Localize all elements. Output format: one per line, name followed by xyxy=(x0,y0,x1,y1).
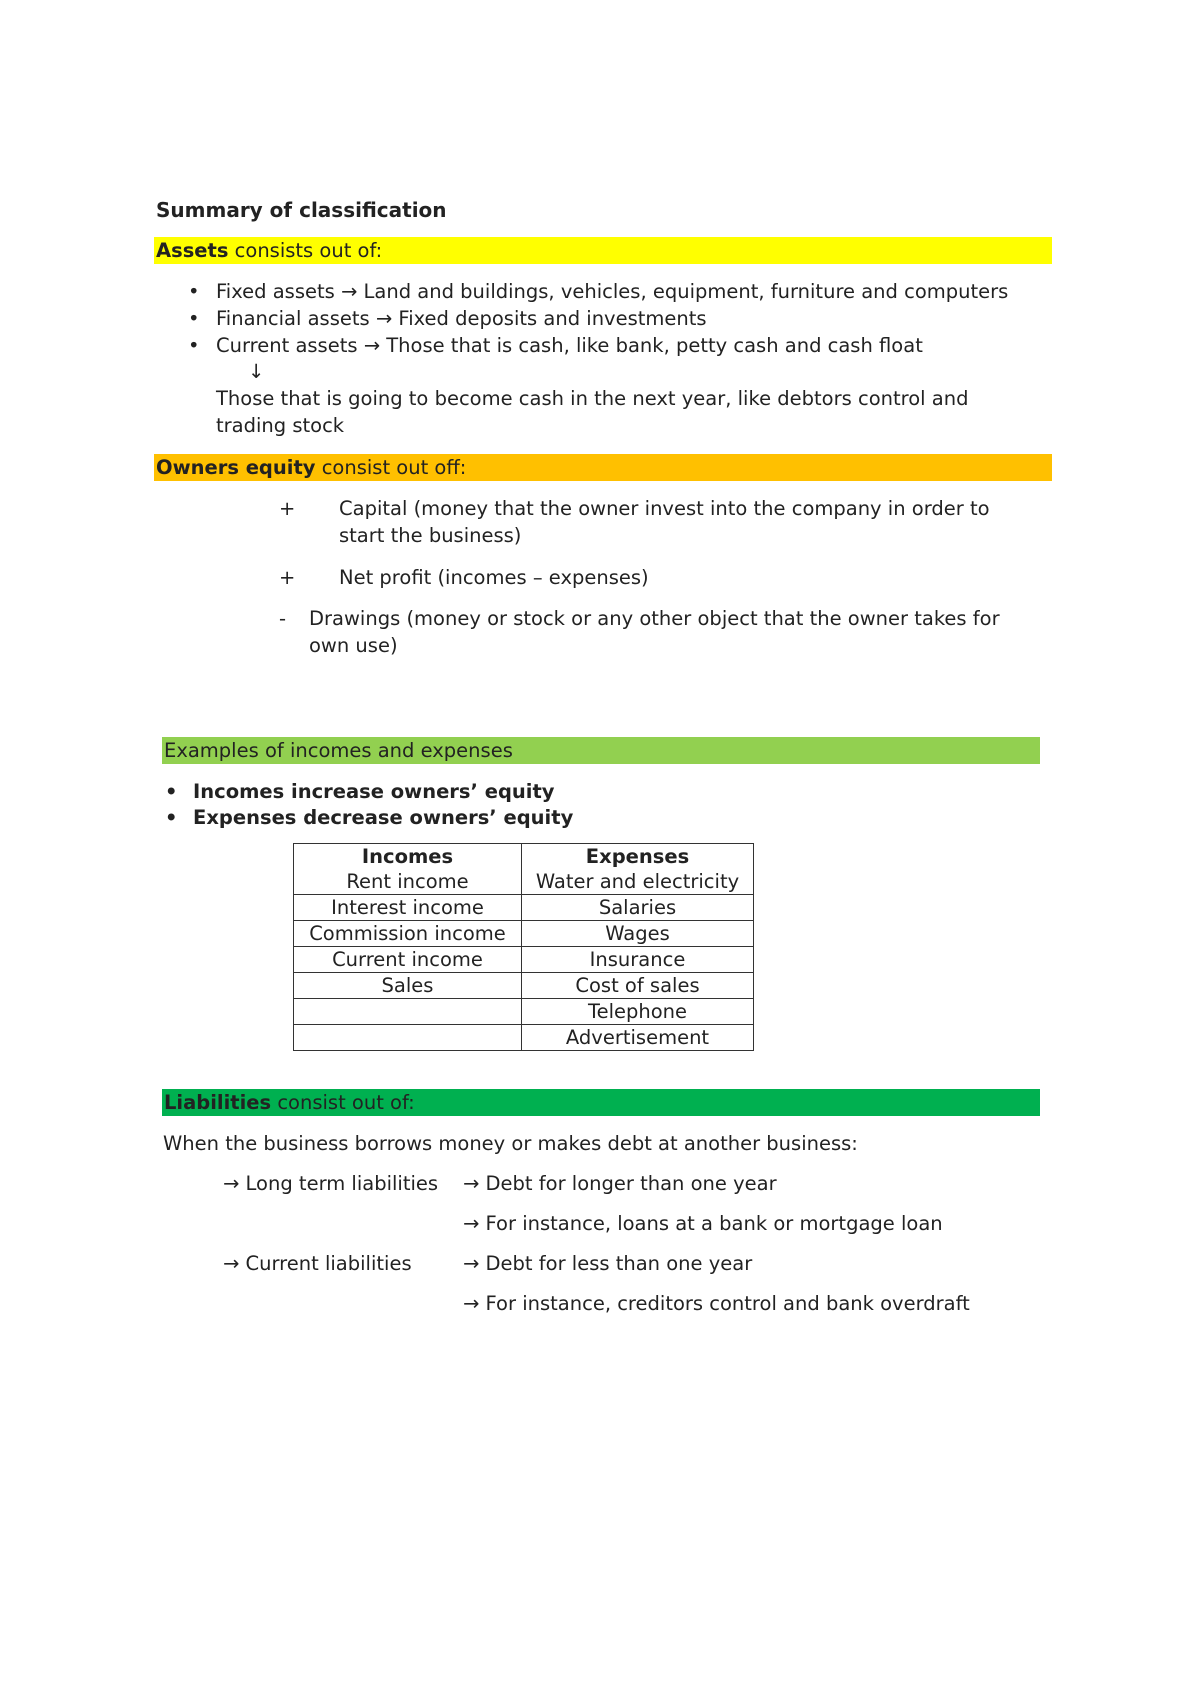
liabilities-group-long-term: → Long term liabilities xyxy=(223,1172,439,1195)
table-cell-income: Current income xyxy=(294,947,522,973)
table-cell-income xyxy=(294,1025,522,1051)
equity-sign-net-profit: + xyxy=(279,566,296,589)
examples-heading-band xyxy=(162,737,1040,764)
table-cell-income: Rent income xyxy=(294,869,522,895)
equity-item-capital-line1: Capital (money that the owner invest into the company in order to xyxy=(339,497,990,520)
assets-item-current: • Current assets → Those that is cash, like bank, petty cash and cash float xyxy=(216,334,923,357)
down-arrow-icon: ↓ xyxy=(248,360,265,383)
table-row xyxy=(294,999,754,1025)
table-header-expenses: Expenses xyxy=(522,844,754,870)
assets-continuation-line2: trading stock xyxy=(216,414,345,437)
table-row xyxy=(294,1025,754,1051)
page-title: Summary of classification xyxy=(156,198,447,222)
table-cell-income: Sales xyxy=(294,973,522,999)
table-cell-income: Interest income xyxy=(294,895,522,921)
table-cell-expense: Wages xyxy=(522,921,754,947)
table-cell-expense: Cost of sales xyxy=(522,973,754,999)
equity-sign-drawings: - xyxy=(279,607,287,630)
examples-bullet-incomes: • Incomes increase owners’ equity xyxy=(193,780,555,803)
equity-item-drawings-line2: own use) xyxy=(309,634,398,657)
incomes-expenses-table xyxy=(293,843,754,1051)
liabilities-group-current: → Current liabilities xyxy=(223,1252,412,1275)
table-cell-expense: Salaries xyxy=(522,895,754,921)
assets-heading-rest: consists out of: xyxy=(228,239,383,262)
liabilities-current-line1: → Debt for less than one year xyxy=(463,1252,753,1275)
table-cell-expense: Advertisement xyxy=(522,1025,754,1051)
assets-heading-bold: Assets xyxy=(156,239,229,262)
liabilities-heading-bold: Liabilities xyxy=(164,1091,272,1114)
equity-heading-rest: consist out off: xyxy=(315,456,467,479)
liabilities-intro: When the business borrows money or makes debt at another business: xyxy=(163,1132,858,1155)
table-cell-income: Commission income xyxy=(294,921,522,947)
table-cell-expense: Telephone xyxy=(522,999,754,1025)
examples-heading: Examples of incomes and expenses xyxy=(164,739,513,762)
equity-sign-capital: + xyxy=(279,497,296,520)
equity-item-capital-line2: start the business) xyxy=(339,524,522,547)
table-row xyxy=(294,947,754,973)
assets-continuation-line1: Those that is going to become cash in the next year, like debtors control and xyxy=(216,387,969,410)
table-cell-income xyxy=(294,999,522,1025)
examples-bullet-expenses: • Expenses decrease owners’ equity xyxy=(193,806,573,829)
liabilities-heading-rest: consist out of: xyxy=(271,1091,415,1114)
equity-item-drawings-line1: Drawings (money or stock or any other object that the owner takes for xyxy=(309,607,1000,630)
liabilities-heading-band xyxy=(162,1089,1040,1116)
assets-item-financial: • Financial assets → Fixed deposits and investments xyxy=(216,307,707,330)
table-row xyxy=(294,869,754,895)
table-cell-expense: Water and electricity xyxy=(522,869,754,895)
equity-heading-bold: Owners equity xyxy=(156,456,316,479)
assets-item-fixed: • Fixed assets → Land and buildings, vehicles, equipment, furniture and computers xyxy=(216,280,1008,303)
table-cell-expense: Insurance xyxy=(522,947,754,973)
liabilities-current-line2: → For instance, creditors control and bank overdraft xyxy=(463,1292,970,1315)
liabilities-long-term-line1: → Debt for longer than one year xyxy=(463,1172,777,1195)
equity-heading-band xyxy=(154,454,1052,481)
table-header-row xyxy=(294,844,754,870)
liabilities-long-term-line2: → For instance, loans at a bank or mortgage loan xyxy=(463,1212,943,1235)
table-row xyxy=(294,895,754,921)
assets-heading-band xyxy=(154,237,1052,264)
table-header-incomes: Incomes xyxy=(294,844,522,870)
equity-item-net-profit: Net profit (incomes – expenses) xyxy=(339,566,649,589)
table-row xyxy=(294,973,754,999)
table-row xyxy=(294,921,754,947)
